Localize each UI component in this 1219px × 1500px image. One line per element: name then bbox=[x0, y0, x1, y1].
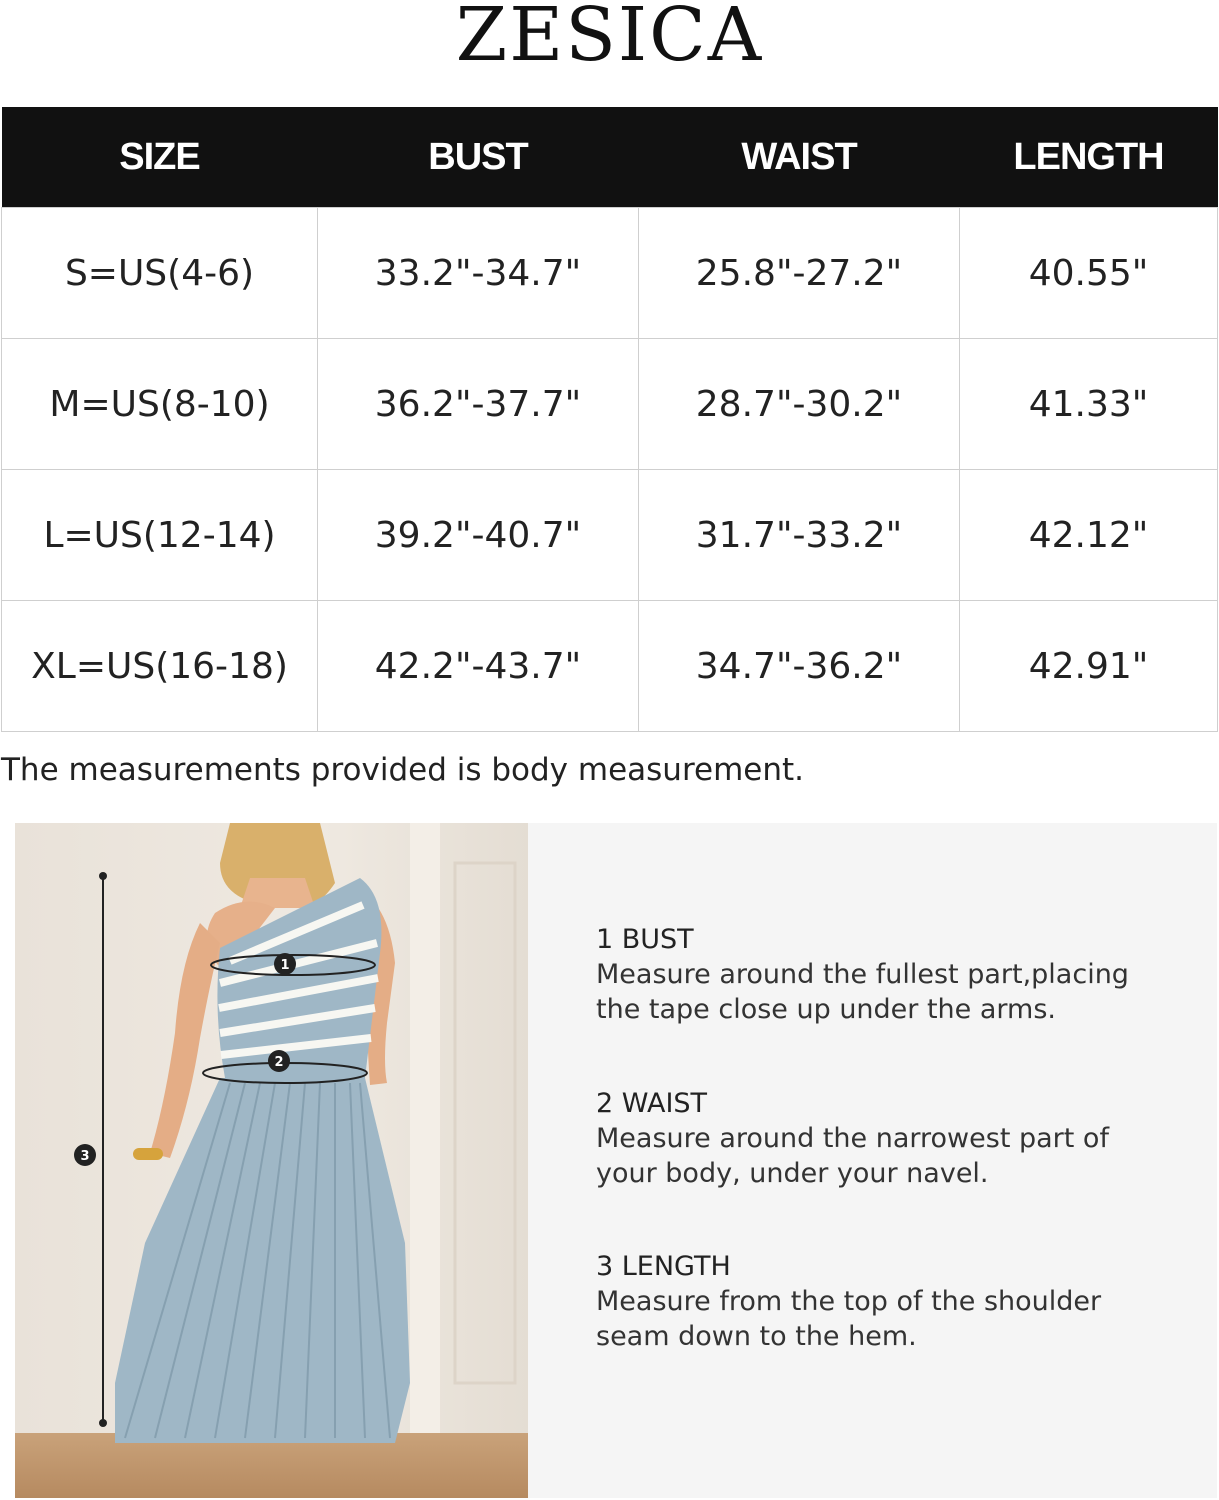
table-header-row bbox=[2, 107, 1218, 208]
length-top-dot bbox=[99, 872, 107, 880]
svg-text:2: 2 bbox=[274, 1055, 284, 1070]
cell-waist: 34.7"-36.2" bbox=[639, 601, 960, 732]
cell-length: 42.12" bbox=[960, 470, 1218, 601]
guide-title: 1 BUST bbox=[596, 924, 694, 955]
wall-molding bbox=[410, 823, 440, 1498]
svg-text:1: 1 bbox=[280, 958, 290, 973]
length-bottom-dot bbox=[99, 1419, 107, 1427]
table-row bbox=[2, 601, 1218, 732]
cell-bust: 42.2"-43.7" bbox=[318, 601, 639, 732]
guide-title: 2 WAIST bbox=[596, 1088, 708, 1119]
header-waist: WAIST bbox=[639, 107, 960, 208]
guide-description: Measure around the narrowest part of your body, under your navel. bbox=[596, 1123, 1109, 1189]
header-size: SIZE bbox=[2, 107, 318, 208]
guide-description: Measure around the fullest part,placing the tape close up under the arms. bbox=[596, 959, 1129, 1025]
cell-waist: 25.8"-27.2" bbox=[639, 208, 960, 339]
measurement-note: The measurements provided is body measurement. bbox=[1, 752, 805, 788]
table-row bbox=[2, 208, 1218, 339]
marker-length bbox=[74, 1144, 96, 1166]
table-row bbox=[2, 470, 1218, 601]
cell-waist: 31.7"-33.2" bbox=[639, 470, 960, 601]
cell-bust: 33.2"-34.7" bbox=[318, 208, 639, 339]
cell-bust: 39.2"-40.7" bbox=[318, 470, 639, 601]
guide-bust bbox=[596, 923, 1196, 1027]
marker-waist bbox=[268, 1050, 290, 1072]
guide-length bbox=[596, 1250, 1196, 1354]
svg-text:3: 3 bbox=[80, 1149, 90, 1164]
cell-length: 40.55" bbox=[960, 208, 1218, 339]
cell-waist: 28.7"-30.2" bbox=[639, 339, 960, 470]
size-chart-table bbox=[1, 107, 1218, 732]
guide-description: Measure from the top of the shoulder seam down to the hem. bbox=[596, 1286, 1102, 1352]
marker-bust bbox=[274, 953, 296, 975]
model-photo bbox=[15, 823, 528, 1498]
cell-size: S=US(4-6) bbox=[2, 208, 318, 339]
measurement-guide-panel bbox=[528, 823, 1217, 1498]
cell-size: XL=US(16-18) bbox=[2, 601, 318, 732]
cell-bust: 36.2"-37.7" bbox=[318, 339, 639, 470]
header-bust: BUST bbox=[318, 107, 639, 208]
guide-waist bbox=[596, 1087, 1196, 1191]
guide-title: 3 LENGTH bbox=[596, 1251, 731, 1282]
cell-size: M=US(8-10) bbox=[2, 339, 318, 470]
cell-length: 42.91" bbox=[960, 601, 1218, 732]
cell-length: 41.33" bbox=[960, 339, 1218, 470]
brand-logo: ZESICA bbox=[455, 0, 764, 78]
header-length: LENGTH bbox=[960, 107, 1218, 208]
table-row bbox=[2, 339, 1218, 470]
cell-size: L=US(12-14) bbox=[2, 470, 318, 601]
bracelet bbox=[133, 1148, 163, 1160]
